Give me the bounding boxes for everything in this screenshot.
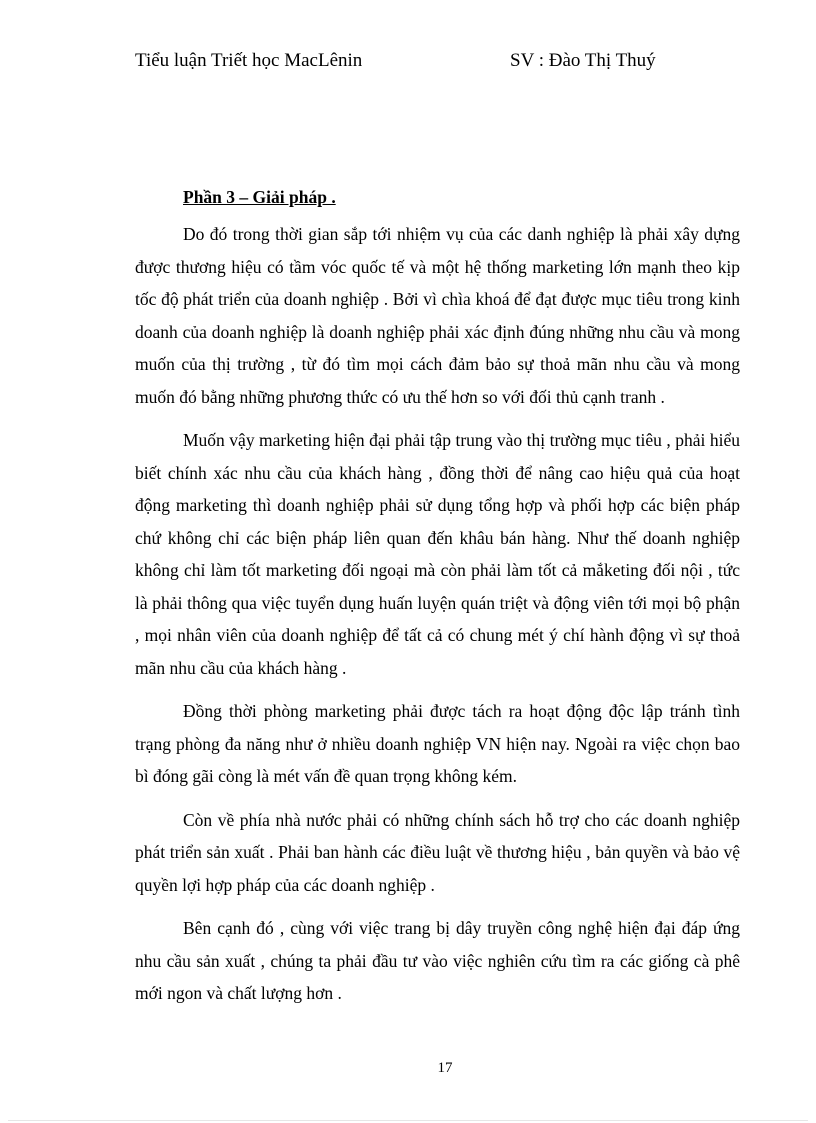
- header-student-name: SV : Đào Thị Thuý: [510, 50, 656, 71]
- paragraph-4: Còn về phía nhà nước phải có những chính sách hỗ trợ cho các doanh nghiệp phát triển sản xuất . Phải ban hành các điều luật về thương hiệu , bản quyền và bảo vệ quyền lợi hợp pháp của các doanh nghiệp .: [135, 809, 740, 895]
- page-header: [135, 50, 726, 74]
- section-title: Phần 3 – Giải pháp .: [183, 187, 336, 207]
- document-body: [135, 186, 740, 1021]
- paragraph-2: Muốn vậy marketing hiện đại phải tập trung vào thị trường mục tiêu , phải hiểu biết chính xác nhu cầu của khách hàng , đồng thời để nâng cao hiệu quả của hoạt động marketing thì doanh nghiệp phải sử dụng tổng hợp và phối hợp các biện pháp chứ không chỉ các biện pháp liên quan đến khâu bán hàng. Như thế doanh nghiệp không chỉ làm tốt marketing đối ngoại mà còn phải làm tốt cả mắketing đối nội , tức là phải thông qua việc tuyển dụng huấn luyện quán triệt và động viên tới mọi bộ phận , mọi nhân viên của doanh nghiệp để tất cả có chung mét ý chí hành động vì sự thoả mãn nhu cầu của khách hàng .: [135, 430, 740, 678]
- paragraph-5: Bên cạnh đó , cùng với việc trang bị dây truyền công nghệ hiện đại đáp ứng nhu cầu sản xuất , chúng ta phải đầu tư vào việc nghiên cứu tìm ra các giống cà phê mới ngon và chất lượng hơn .: [135, 918, 740, 1003]
- page-number: 17: [437, 1060, 453, 1076]
- paragraph-3: Đồng thời phòng marketing phải được tách ra hoạt động độc lập tránh tình trạng phòng đa năng như ở nhiều doanh nghiệp VN hiện nay. Ngoài ra việc chọn bao bì đóng gãi còng là mét vấn đề quan trọng không kém.: [135, 701, 740, 786]
- paragraph-1: Do đó trong thời gian sắp tới nhiệm vụ của các danh nghiệp là phải xây dựng được thương hiệu có tầm vóc quốc tế và một hệ thống marketing lớn mạnh theo kịp tốc độ phát triển của doanh nghiệp . Bởi vì chìa khoá để đạt được mục tiêu trong kinh doanh của doanh nghiệp là doanh nghiệp phải xác định đúng những nhu cầu và mong muốn của thị trường , từ đó tìm mọi cách đảm bảo sự thoả mãn nhu cầu và mong muốn đó bằng những phương thức có ưu thế hơn so với đối thủ cạnh tranh .: [135, 224, 740, 407]
- page-bottom-divider: [8, 1120, 808, 1121]
- header-document-title: Tiểu luận Triết học MacLênin: [135, 50, 363, 71]
